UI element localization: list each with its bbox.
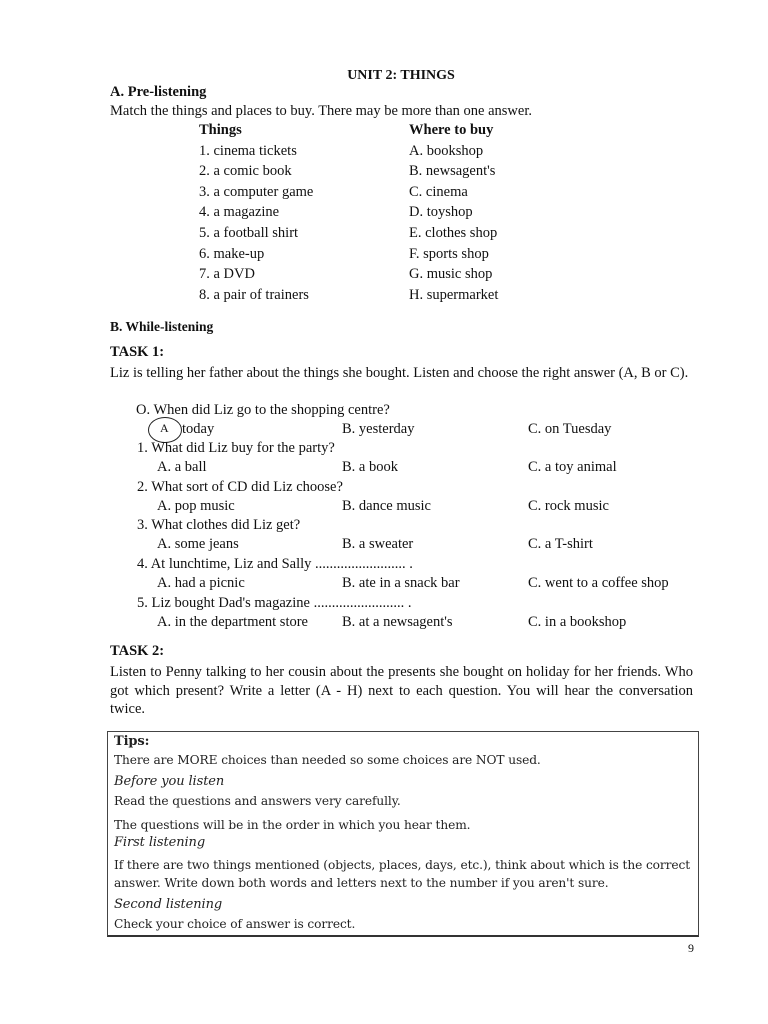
q4-option-b: B. ate in a snack bar: [342, 575, 460, 591]
q2-option-c: C. rock music: [528, 498, 609, 514]
q3-option-c: C. a T-shirt: [528, 536, 593, 552]
task2-heading: TASK 2:: [110, 643, 165, 659]
example-question: O. When did Liz go to the shopping centre?: [136, 402, 390, 418]
tips-line: answer. Write down both words and letters next to the number if you aren't sure.: [114, 876, 609, 890]
thing-item: 6. make-up: [199, 246, 265, 262]
tips-line: If there are two things mentioned (objects, places, days, etc.), think about which is the correct: [114, 858, 691, 872]
thing-item: 1. cinema tickets: [199, 143, 297, 159]
place-item: D. toyshop: [409, 204, 473, 220]
q5-option-a: A. in the department store: [157, 614, 308, 630]
second-listening-heading: Second listening: [114, 897, 223, 912]
first-listening-heading: First listening: [114, 835, 206, 850]
tips-line: Read the questions and answers very carefully.: [114, 794, 401, 808]
tips-box: [107, 731, 699, 937]
question-5: 5. Liz bought Dad's magazine ......................... .: [137, 595, 412, 611]
place-item: F. sports shop: [409, 246, 489, 262]
q4-option-a: A. had a picnic: [157, 575, 245, 591]
q1-option-c: C. a toy animal: [528, 459, 617, 475]
thing-item: 8. a pair of trainers: [199, 287, 309, 303]
thing-item: 7. a DVD: [199, 266, 255, 282]
example-option-c: C. on Tuesday: [528, 421, 612, 437]
q2-option-b: B. dance music: [342, 498, 431, 514]
tips-heading: Tips:: [114, 734, 150, 749]
q5-option-c: C. in a bookshop: [528, 614, 627, 630]
question-3: 3. What clothes did Liz get?: [137, 517, 301, 533]
thing-item: 4. a magazine: [199, 204, 280, 220]
q1-option-a: A. a ball: [157, 459, 207, 475]
q3-option-b: B. a sweater: [342, 536, 414, 552]
section-b-heading: B. While-listening: [110, 319, 214, 334]
question-1: 1. What did Liz buy for the party?: [137, 440, 335, 456]
section-a-instruction: Match the things and places to buy. There may be more than one answer.: [110, 103, 532, 119]
tips-line: There are MORE choices than needed so some choices are NOT used.: [114, 753, 541, 767]
tips-line: The questions will be in the order in which you hear them.: [114, 818, 471, 832]
place-item: A. bookshop: [409, 143, 484, 159]
question-4: 4. At lunchtime, Liz and Sally ......................... .: [137, 556, 413, 572]
task2-instruction: Listen to Penny talking to her cousin about the presents she bought on holiday for her friends. Who got which present? Write a letter (A - H) next to each question. You will hear the conversation twice.: [110, 664, 693, 717]
example-option-a: today: [182, 421, 215, 437]
place-item: B. newsagent's: [409, 163, 496, 179]
q3-option-a: A. some jeans: [157, 536, 239, 552]
circled-answer-letter: A: [160, 421, 169, 435]
page-number: 9: [688, 941, 694, 955]
q2-option-a: A. pop music: [157, 498, 235, 514]
section-a-heading: A. Pre-listening: [110, 84, 207, 100]
before-listen-heading: Before you listen: [114, 774, 225, 789]
example-option-b: B. yesterday: [342, 421, 415, 437]
place-item: C. cinema: [409, 184, 468, 200]
q1-option-b: B. a book: [342, 459, 398, 475]
place-item: E. clothes shop: [409, 225, 498, 241]
where-to-buy-header: Where to buy: [409, 122, 494, 138]
task1-heading: TASK 1:: [110, 344, 165, 360]
q5-option-b: B. at a newsagent's: [342, 614, 453, 630]
question-2: 2. What sort of CD did Liz choose?: [137, 479, 343, 495]
place-item: G. music shop: [409, 266, 493, 282]
task1-instruction: Liz is telling her father about the things she bought. Listen and choose the right answer (A, B or C).: [110, 365, 689, 381]
page-title: UNIT 2: THINGS: [347, 68, 455, 83]
things-header: Things: [199, 122, 242, 138]
thing-item: 5. a football shirt: [199, 225, 299, 241]
thing-item: 2. a comic book: [199, 163, 292, 179]
thing-item: 3. a computer game: [199, 184, 314, 200]
tips-line: Check your choice of answer is correct.: [114, 917, 356, 931]
place-item: H. supermarket: [409, 287, 499, 303]
q4-option-c: C. went to a coffee shop: [528, 575, 669, 591]
